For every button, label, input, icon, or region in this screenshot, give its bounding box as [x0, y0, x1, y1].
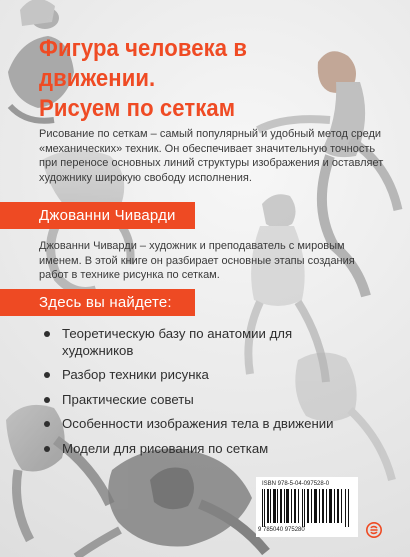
bullet-icon [44, 446, 50, 452]
barcode-digits: 9 785040 975280 [258, 527, 305, 533]
intro-paragraph: Рисование по сеткам – самый популярный и удобный метод среди «механических» техник. Он обеспечивает значительную точность при переносе основных линий структуры изображения и оставляет художнику широкую свободу исполнения. [39, 128, 384, 184]
isbn-text: ISBN 978-5-04-097528-0 [262, 481, 330, 487]
feature-item [44, 441, 344, 458]
bullet-icon [44, 421, 50, 427]
author-description: Джованни Чиварди – художник и преподаватель с мировым именем. В этой книге он разбирает основные этапы создания работ в технике рисунка по сеткам. [39, 240, 355, 282]
feature-text: Теоретическую базу по анатомии для художников [62, 326, 293, 358]
feature-text: Особенности изображения тела в движении [62, 416, 334, 431]
barcode-icon [262, 489, 352, 527]
features-list [44, 326, 344, 465]
book-title-line-1: Фигура человека в движении. [39, 35, 248, 92]
bullet-icon [44, 372, 50, 378]
feature-text: Разбор техники рисунка [62, 367, 209, 382]
book-title [39, 34, 356, 124]
features-banner [0, 289, 195, 316]
book-title-line-2: Рисуем по сеткам [39, 95, 236, 122]
features-heading: Здесь вы найдете: [39, 294, 172, 311]
isbn-barcode-box [256, 477, 358, 537]
feature-text: Практические советы [62, 391, 194, 407]
author-banner [0, 202, 195, 229]
author-name: Джованни Чиварди [39, 207, 176, 224]
bullet-icon [44, 331, 50, 337]
feature-item [44, 416, 344, 433]
feature-text: Модели для рисования по сеткам [62, 440, 269, 456]
bullet-icon [44, 397, 50, 403]
feature-item [44, 326, 344, 359]
publisher-logo-icon [366, 522, 382, 538]
feature-item [44, 392, 344, 409]
feature-item [44, 367, 344, 384]
